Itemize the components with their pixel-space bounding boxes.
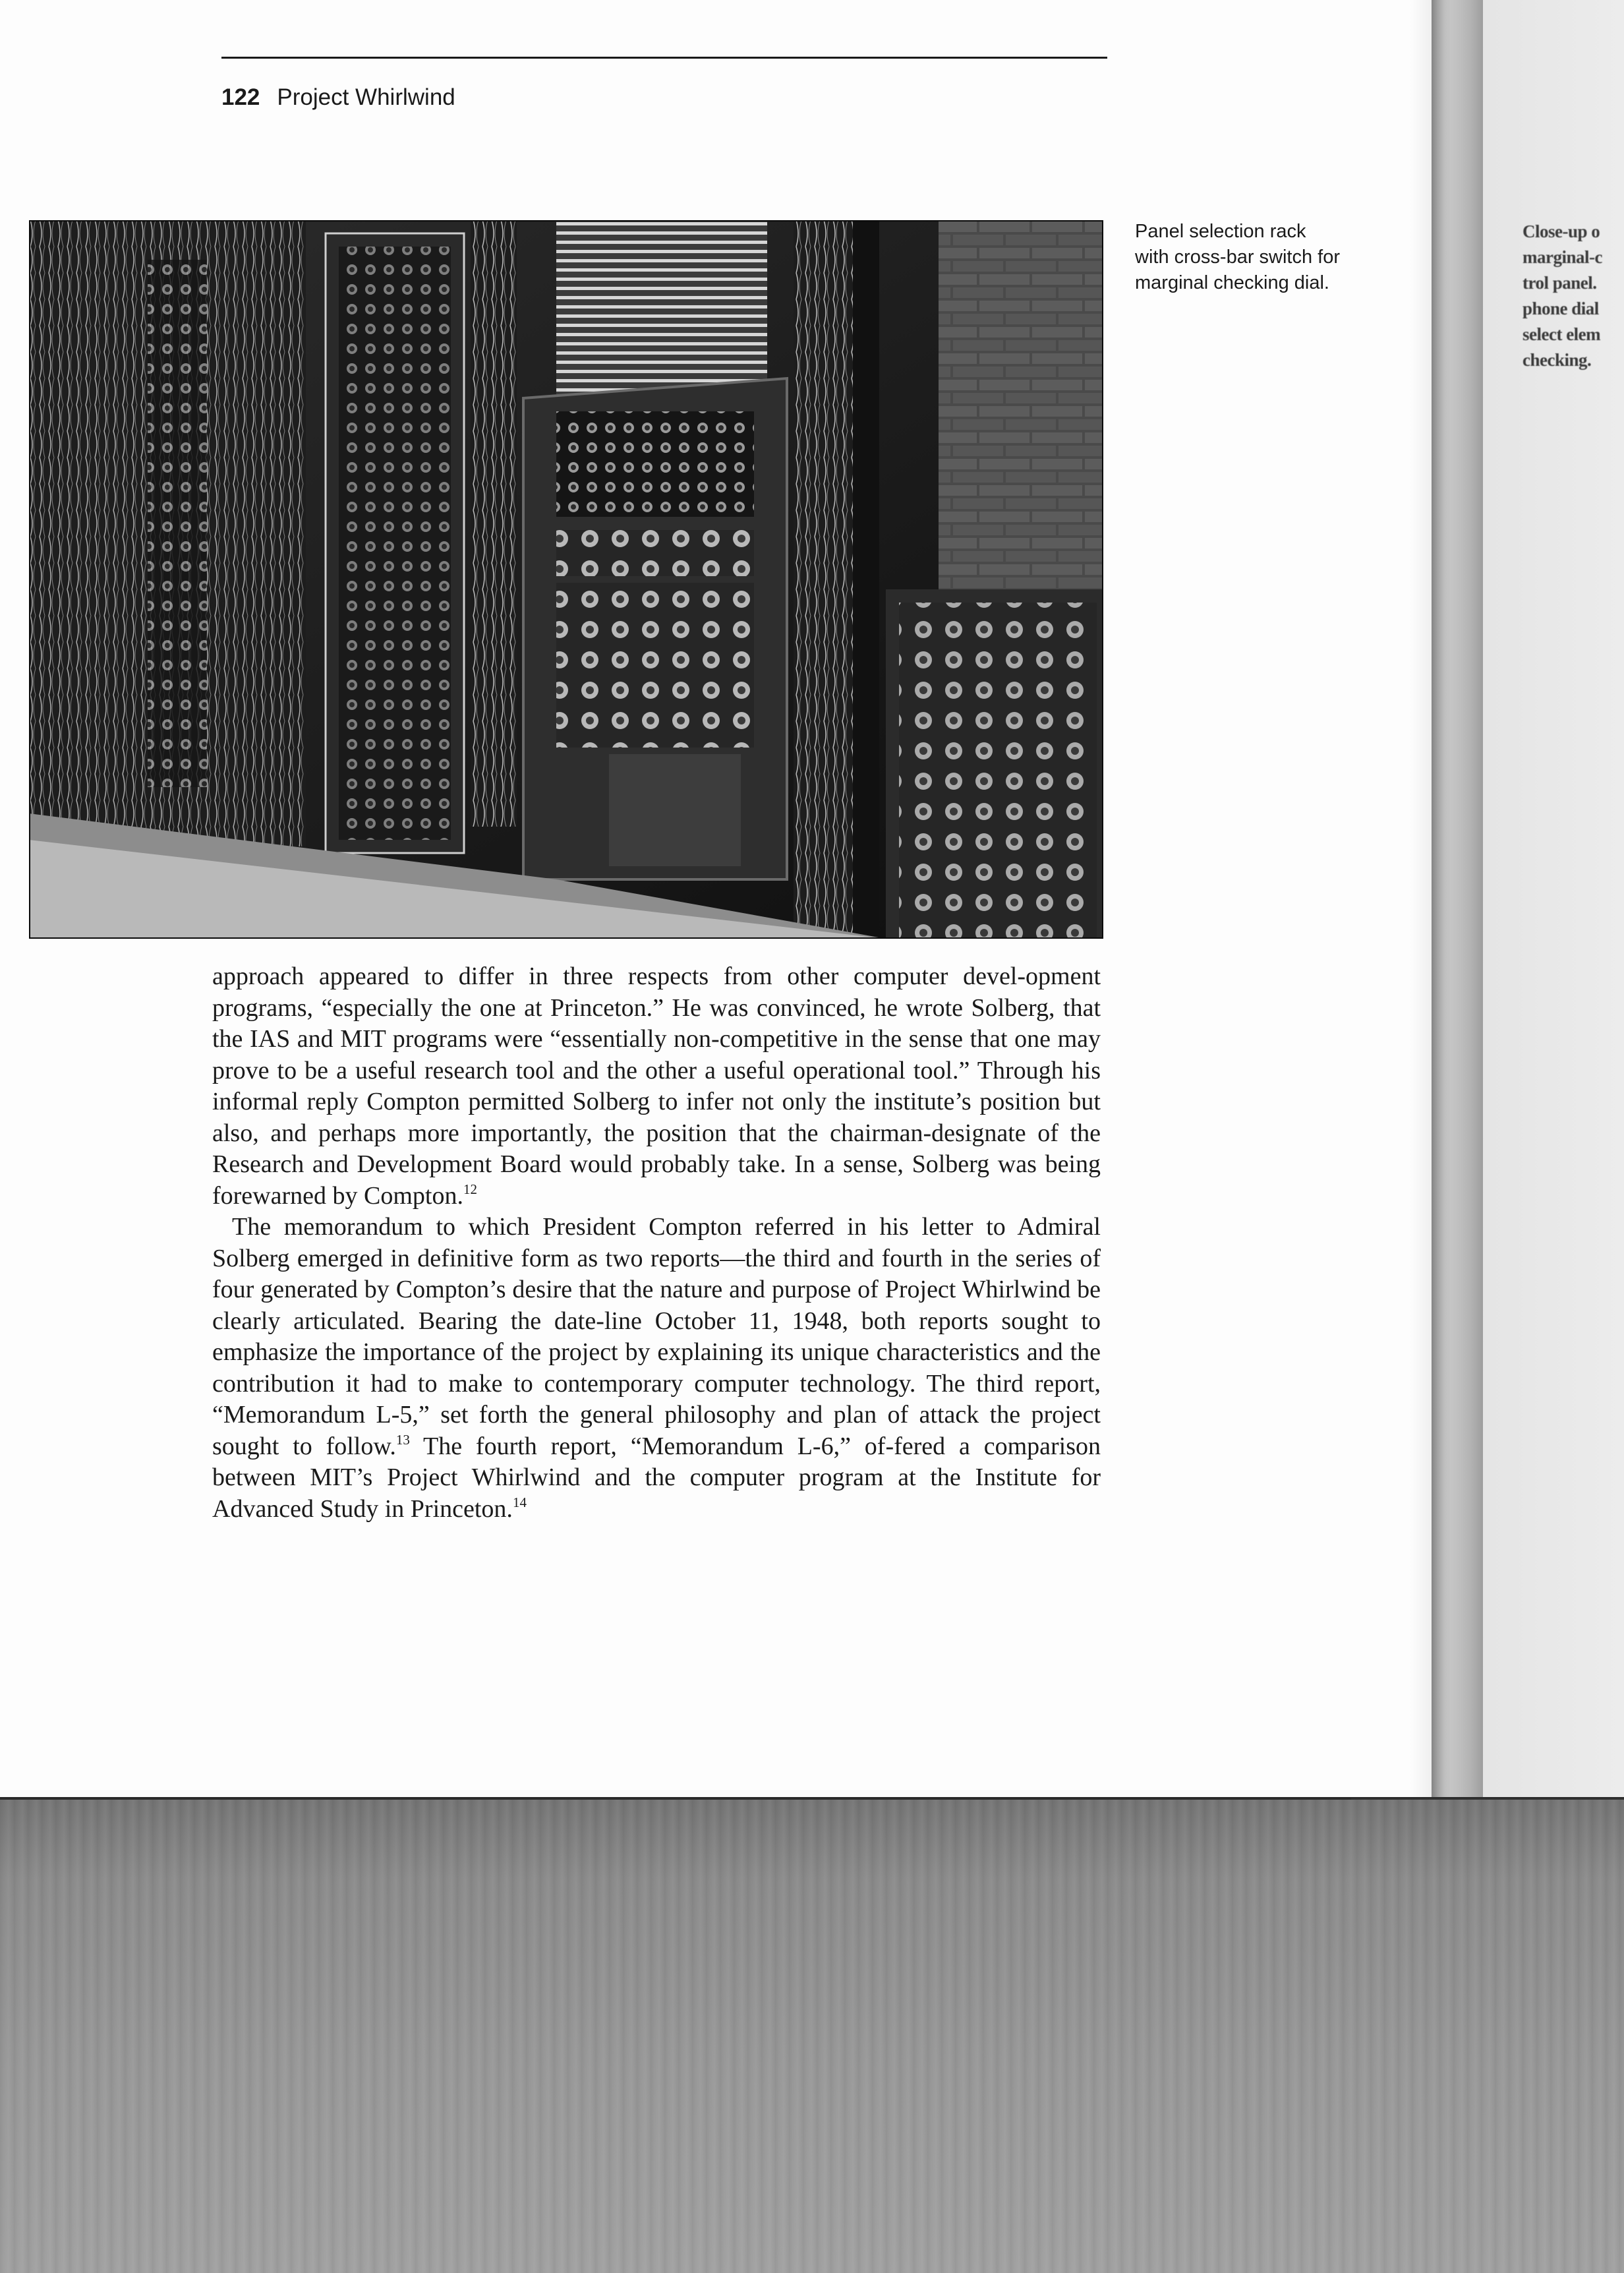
facing-caption-line: trol panel. — [1522, 273, 1597, 293]
facing-caption-line: phone dial — [1522, 299, 1599, 318]
figure-caption — [1135, 219, 1412, 296]
computer-rack-photo — [29, 220, 1103, 939]
facing-caption-line: checking. — [1522, 350, 1592, 370]
header-rule — [221, 57, 1107, 59]
running-header — [221, 84, 455, 111]
text-run: approach appeared to differ in three respects from other computer devel-opment programs, “especially the one at Princeton.” He was convinced, he wrote Solberg, that the IAS and MIT programs were “essentially non-competitive in the sense that one may prove to be a useful research tool and the other a useful operational tool.” Through his informal reply Compton permitted Solberg to infer not only the institute’s position but also, and perhaps more importantly, the position that the chairman-designate of the Research and Development Board would probably take. In a sense, Solberg was being forewarned by Compton. — [212, 962, 1101, 1210]
facing-caption-line: select elem — [1522, 324, 1601, 344]
footnote-marker: 14 — [512, 1494, 527, 1510]
body-text — [212, 961, 1101, 1525]
paragraph — [212, 1212, 1101, 1525]
text-run: The fourth report, “Memorandum L-6,” of-fered a comparison between MIT’s Project Whirlwind and the computer program at the Institute for Advanced Study in Princeton. — [212, 1432, 1101, 1523]
facing-page-caption — [1522, 219, 1624, 373]
caption-line: with cross-bar switch for — [1135, 247, 1341, 268]
facing-caption-line: Close-up o — [1522, 221, 1600, 241]
scanner-background — [0, 1800, 1624, 2273]
running-title: Project Whirlwind — [277, 84, 455, 110]
footnote-marker: 13 — [395, 1431, 410, 1448]
text-run: The memorandum to which President Compton referred in his letter to Admiral Solberg emerged in definitive form as two reports—the third and fourth in the series of four generated by Compton’s desire that the nature and purpose of Project Whirlwind be clearly articulated. Bearing the date-line October 11, 1948, both reports sought to emphasize the importance of the project by explaining its unique characteristics and the contribution it had to make to contemporary computer technology. The third report, “Memorandum L-5,” set forth the general philosophy and plan of attack the project sought to follow. — [212, 1213, 1101, 1460]
page-number: 122 — [221, 84, 260, 110]
caption-line: Panel selection rack — [1135, 221, 1306, 242]
facing-caption-line: marginal-c — [1522, 247, 1602, 267]
photo-illustration — [29, 220, 1103, 939]
paragraph — [212, 961, 1101, 1212]
caption-line: marginal checking dial. — [1135, 272, 1329, 293]
footnote-marker: 12 — [463, 1181, 477, 1197]
gutter-shadow — [1410, 0, 1483, 1800]
